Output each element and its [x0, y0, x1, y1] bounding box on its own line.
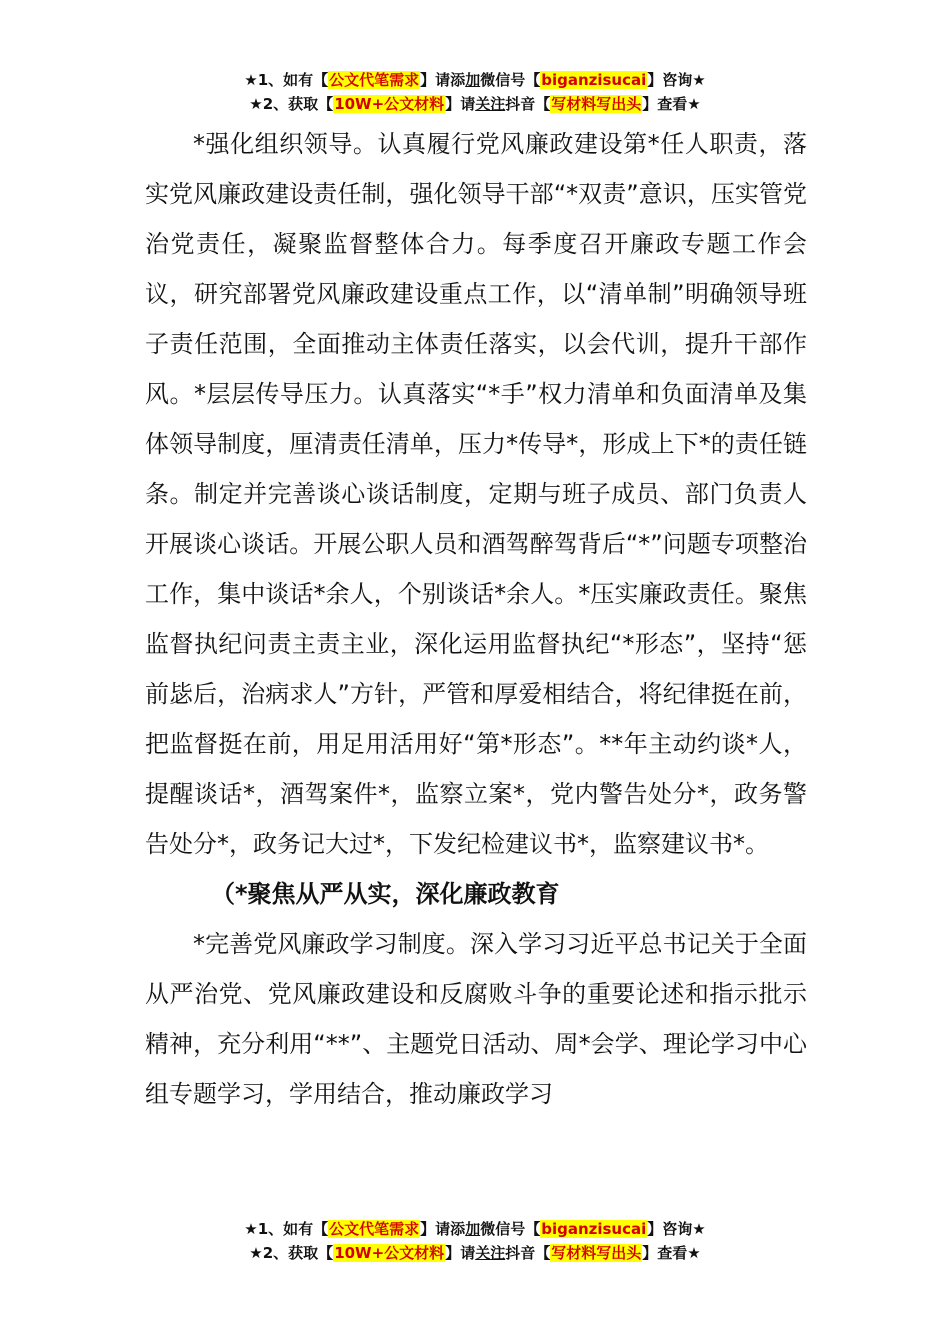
section-heading: （*聚焦从严从实，深化廉政教育	[211, 880, 560, 908]
banner-highlight: 写材料写出头	[551, 1244, 642, 1262]
banner-underline: 加	[465, 1220, 481, 1238]
banner-text: 】请	[445, 1244, 476, 1262]
document-body	[145, 119, 807, 1119]
banner-text: 】咨询★	[647, 71, 706, 89]
header-banner	[0, 68, 950, 116]
banner-underline: 加	[465, 71, 481, 89]
banner-text: 微信号【	[480, 1220, 541, 1238]
banner-highlight: 公文代笔需求	[329, 1220, 420, 1238]
paragraph-responsibility: *强化组织领导。认真履行党风廉政建设第*任人职责，落实党风廉政建设责任制，强化领导干部“*双责”意识，压实管党治党责任，凝聚监督整体合力。每季度召开廉政专题工作会议，研究部署党风廉政建设重点工作，以“清单制”明确领导班子责任范围，全面推动主体责任落实，以会代训，提升干部作风。*层层传导压力。认真落实“*手”权力清单和负面清单及集体领导制度，厘清责任清单，压力*传导*，形成上下*的责任链条。制定并完善谈心谈话制度，定期与班子成员、部门负责人开展谈心谈话。开展公职人员和酒驾醉驾背后“*”问题专项整治工作，集中谈话*余人，个别谈话*余人。*压实廉政责任。聚焦监督执纪问责主责主业，深化运用监督执纪“*形态”，坚持“惩前毖后，治病求人”方针，严管和厚爱相结合，将纪律挺在前，把监督挺在前，用足用活用好“第*形态”。**年主动约谈*人，提醒谈话*，酒驾案件*，监察立案*，党内警告处分*，政务警告处分*，政务记大过*，下发纪检建议书*，监察建议书*。	[145, 130, 807, 858]
banner-line-1	[0, 68, 950, 92]
paragraph-education: *完善党风廉政学习制度。深入学习习近平总书记关于全面从严治党、党风廉政建设和反腐败斗争的重要论述和指示批示精神，充分利用“**”、主题党日活动、周*会学、理论学习中心组专题学习，学用结合，推动廉政学习	[145, 930, 807, 1108]
banner-line-2	[0, 1241, 950, 1265]
banner-highlight: biganzisucai	[541, 71, 647, 89]
banner-text: 】查看★	[642, 95, 701, 113]
banner-highlight: 公文代笔需求	[329, 71, 420, 89]
banner-text: ★1、如有【	[244, 71, 329, 89]
banner-highlight: 写材料写出头	[551, 95, 642, 113]
banner-text: 】咨询★	[647, 1220, 706, 1238]
banner-text: 抖音【	[505, 95, 551, 113]
footer-banner	[0, 1217, 950, 1265]
banner-text: 】查看★	[642, 1244, 701, 1262]
banner-highlight: biganzisucai	[541, 1220, 647, 1238]
banner-highlight: 10W+公文材料	[334, 1244, 445, 1262]
banner-line-2	[0, 92, 950, 116]
banner-text: 微信号【	[480, 71, 541, 89]
banner-line-1	[0, 1217, 950, 1241]
banner-highlight: 10W+公文材料	[334, 95, 445, 113]
banner-text: 抖音【	[505, 1244, 551, 1262]
banner-text: 】请添	[420, 1220, 466, 1238]
banner-underline: 关注	[475, 95, 506, 113]
banner-underline: 关注	[475, 1244, 506, 1262]
banner-text: 】请	[445, 95, 476, 113]
banner-text: ★1、如有【	[244, 1220, 329, 1238]
banner-text: 】请添	[420, 71, 466, 89]
banner-text: ★2、获取【	[249, 1244, 334, 1262]
banner-text: ★2、获取【	[249, 95, 334, 113]
